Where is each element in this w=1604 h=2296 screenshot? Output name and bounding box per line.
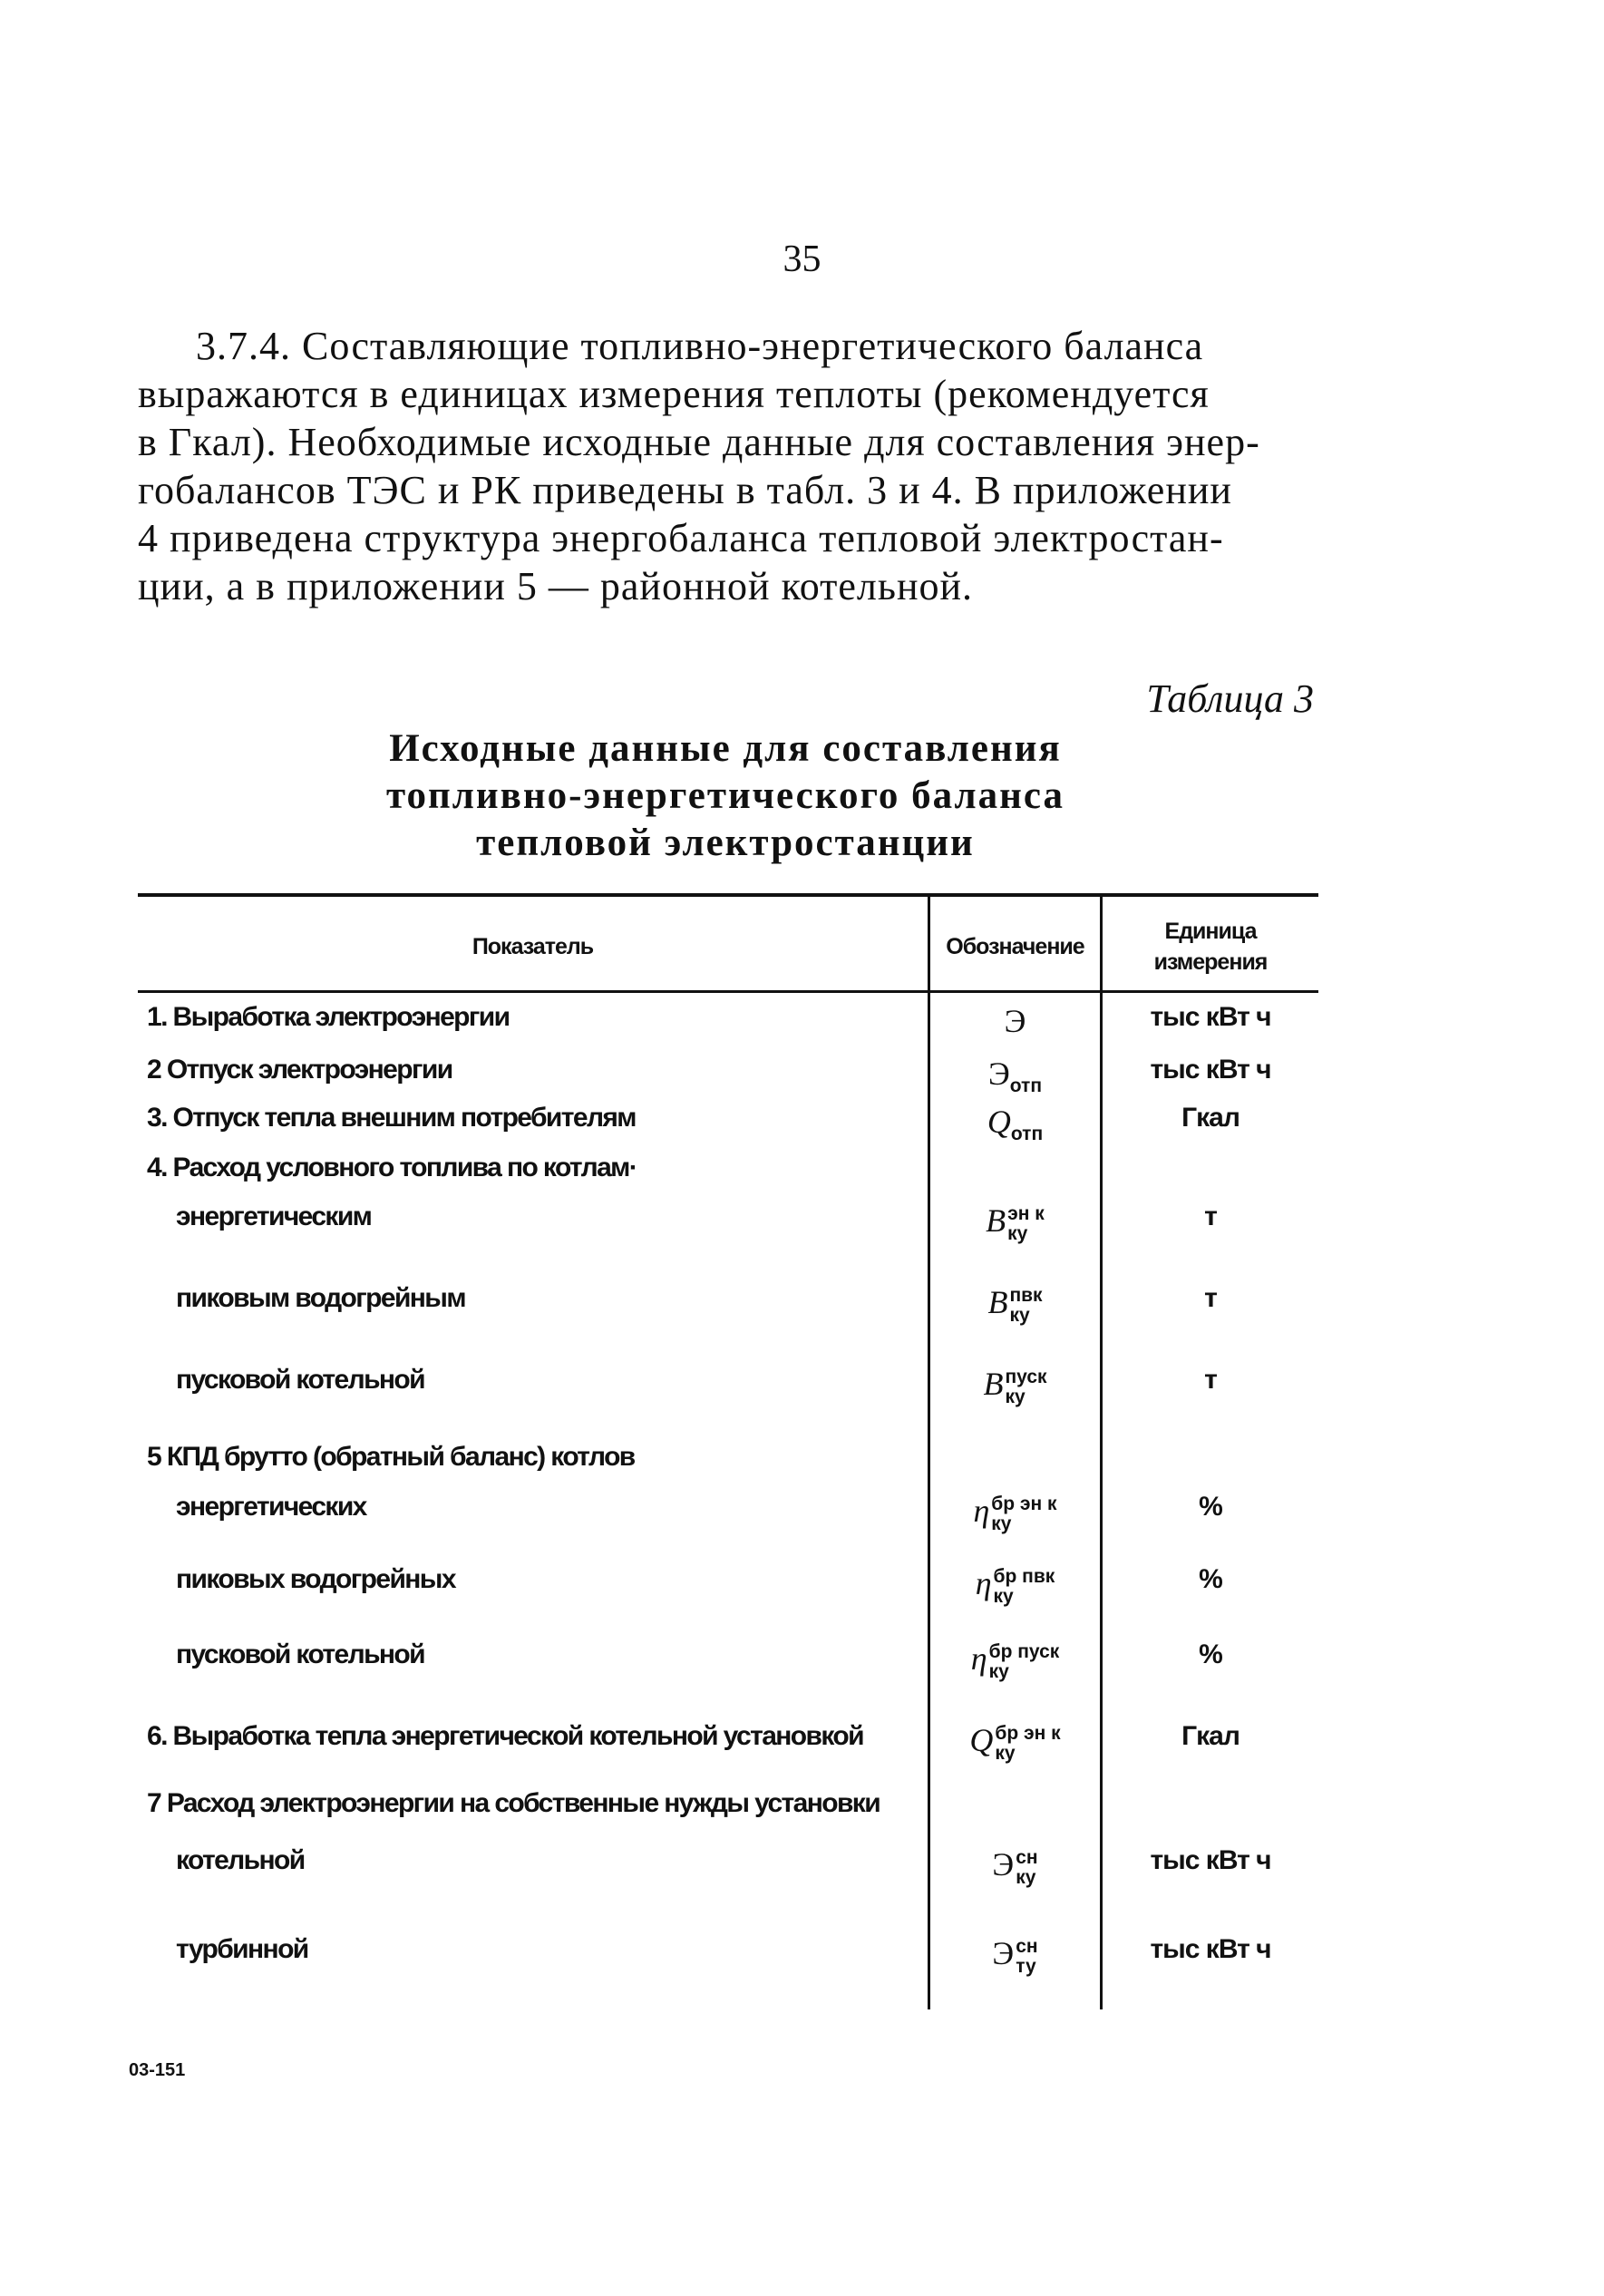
table-title-line: Исходные данные для составления — [389, 727, 1062, 770]
symbol-cell — [930, 1845, 1100, 1888]
indicator-cell: турбинной — [176, 1934, 308, 1964]
symbol-subscript: ку — [995, 1742, 1016, 1764]
header-unit-line: Единица — [1164, 918, 1257, 944]
indicator-cell: энергетическим — [176, 1202, 372, 1231]
symbol-subscript: отп — [1009, 1075, 1043, 1097]
symbol-base: Э — [992, 1935, 1015, 1971]
symbol-cell — [930, 1283, 1100, 1326]
unit-cell: % — [1199, 1639, 1222, 1669]
indicator-cell: 3. Отпуск тепла внешним потребителям — [147, 1103, 636, 1133]
indicator-cell: 6. Выработка тепла энергетической котельной установкой — [147, 1721, 863, 1751]
indicator-cell: энергетических — [176, 1492, 366, 1522]
symbol-base: η — [975, 1565, 992, 1601]
indicator-cell: 2 Отпуск электроэнергии — [147, 1055, 452, 1085]
footer-code: 03-151 — [129, 2060, 186, 2080]
header-symbol: Обозначение — [946, 933, 1084, 959]
symbol-base: B — [987, 1284, 1008, 1320]
symbol-subscript: ту — [1016, 1955, 1036, 1977]
intro-line: 3.7.4. Составляющие топливно-энергетического баланса — [196, 324, 1204, 368]
unit-cell: т — [1204, 1365, 1217, 1395]
symbol-cell — [930, 1103, 1100, 1145]
symbol-superscript: пвк — [1009, 1284, 1043, 1306]
symbol-superscript: бр эн к — [991, 1493, 1057, 1514]
symbol-base: Э — [987, 1056, 1010, 1092]
symbol-subscript: ку — [988, 1660, 1009, 1682]
symbol-cell — [930, 1721, 1100, 1764]
symbol-subscript: ку — [1007, 1222, 1028, 1244]
table-number-label: Таблица 3 — [1146, 676, 1314, 721]
symbol-superscript: сн — [1016, 1846, 1038, 1868]
symbol-subscript: ку — [1005, 1386, 1026, 1407]
indicator-cell: пусковой котельной — [176, 1365, 424, 1395]
symbol-cell — [930, 1002, 1100, 1040]
symbol-subscript: ку — [1016, 1866, 1036, 1888]
indicator-cell: 7 Расход электроэнергии на собственные нужды установки — [147, 1788, 880, 1818]
table-top-rule — [138, 893, 1318, 897]
symbol-superscript: бр эн к — [995, 1722, 1061, 1744]
indicator-cell: пиковых водогрейных — [176, 1564, 455, 1594]
symbol-superscript: бр пвк — [993, 1565, 1055, 1587]
table-title-line: топливно-энергетического баланса — [385, 774, 1065, 817]
header-unit-line: измерения — [1153, 949, 1268, 975]
intro-line: в Гкал). Необходимые исходные данные для составления энер- — [138, 420, 1260, 464]
symbol-cell — [930, 1639, 1100, 1682]
symbol-superscript: эн к — [1007, 1202, 1045, 1224]
symbol-cell — [930, 1202, 1100, 1244]
symbol-base: Э — [1004, 1003, 1026, 1039]
indicator-cell: 5 КПД брутто (обратный баланс) котлов — [147, 1442, 635, 1472]
intro-line: 4 приведена структура энергобаланса тепловой электростан- — [138, 516, 1224, 560]
indicator-cell: котельной — [176, 1845, 305, 1875]
symbol-superscript: пуск — [1005, 1366, 1047, 1387]
symbol-subscript: отп — [1010, 1124, 1044, 1145]
symbol-subscript: ку — [1009, 1304, 1030, 1326]
symbol-subscript: ку — [991, 1513, 1012, 1534]
symbol-subscript: ку — [993, 1585, 1014, 1607]
indicator-cell: пиковым водогрейным — [176, 1283, 465, 1313]
unit-cell: т — [1204, 1202, 1217, 1231]
table-title — [272, 725, 1179, 867]
symbol-base: B — [983, 1366, 1004, 1402]
page-number: 35 — [783, 238, 821, 280]
table-title-line: тепловой электростанции — [476, 822, 975, 864]
unit-cell: тыс кВт ч — [1150, 1934, 1271, 1964]
symbol-superscript: бр пуск — [988, 1640, 1060, 1662]
symbol-cell — [930, 1492, 1100, 1534]
table-header-rule — [138, 990, 1318, 993]
unit-cell: тыс кВт ч — [1150, 1845, 1271, 1875]
unit-cell: Гкал — [1181, 1721, 1239, 1751]
symbol-superscript: сн — [1016, 1935, 1038, 1957]
symbol-base: η — [973, 1493, 990, 1529]
symbol-base: η — [970, 1640, 987, 1677]
indicator-cell: пусковой котельной — [176, 1639, 424, 1669]
unit-cell: % — [1199, 1564, 1222, 1594]
symbol-base: B — [986, 1202, 1006, 1239]
symbol-cell — [930, 1055, 1100, 1097]
symbol-cell — [930, 1564, 1100, 1607]
intro-line: ции, а в приложении 5 — районной котельной. — [138, 564, 974, 608]
unit-cell: тыс кВт ч — [1150, 1055, 1271, 1085]
unit-cell: Гкал — [1181, 1103, 1239, 1133]
header-indicator: Показатель — [471, 933, 594, 959]
symbol-base: Q — [987, 1104, 1011, 1140]
header-unit — [1103, 902, 1318, 990]
intro-line: гобалансов ТЭС и РК приведены в табл. 3 и 4. В приложении — [138, 468, 1232, 512]
intro-paragraph — [138, 322, 1317, 610]
unit-cell: % — [1199, 1492, 1222, 1522]
symbol-base: Q — [969, 1722, 994, 1758]
symbol-cell — [930, 1365, 1100, 1407]
indicator-cell: 1. Выработка электроэнергии — [147, 1002, 510, 1032]
indicator-cell: 4. Расход условного топлива по котлам· — [147, 1153, 637, 1182]
unit-cell: тыс кВт ч — [1150, 1002, 1271, 1032]
symbol-cell — [930, 1934, 1100, 1977]
symbol-base: Э — [992, 1846, 1015, 1883]
intro-line: выражаются в единицах измерения теплоты (рекомендуется — [138, 372, 1210, 416]
unit-cell: т — [1204, 1283, 1217, 1313]
